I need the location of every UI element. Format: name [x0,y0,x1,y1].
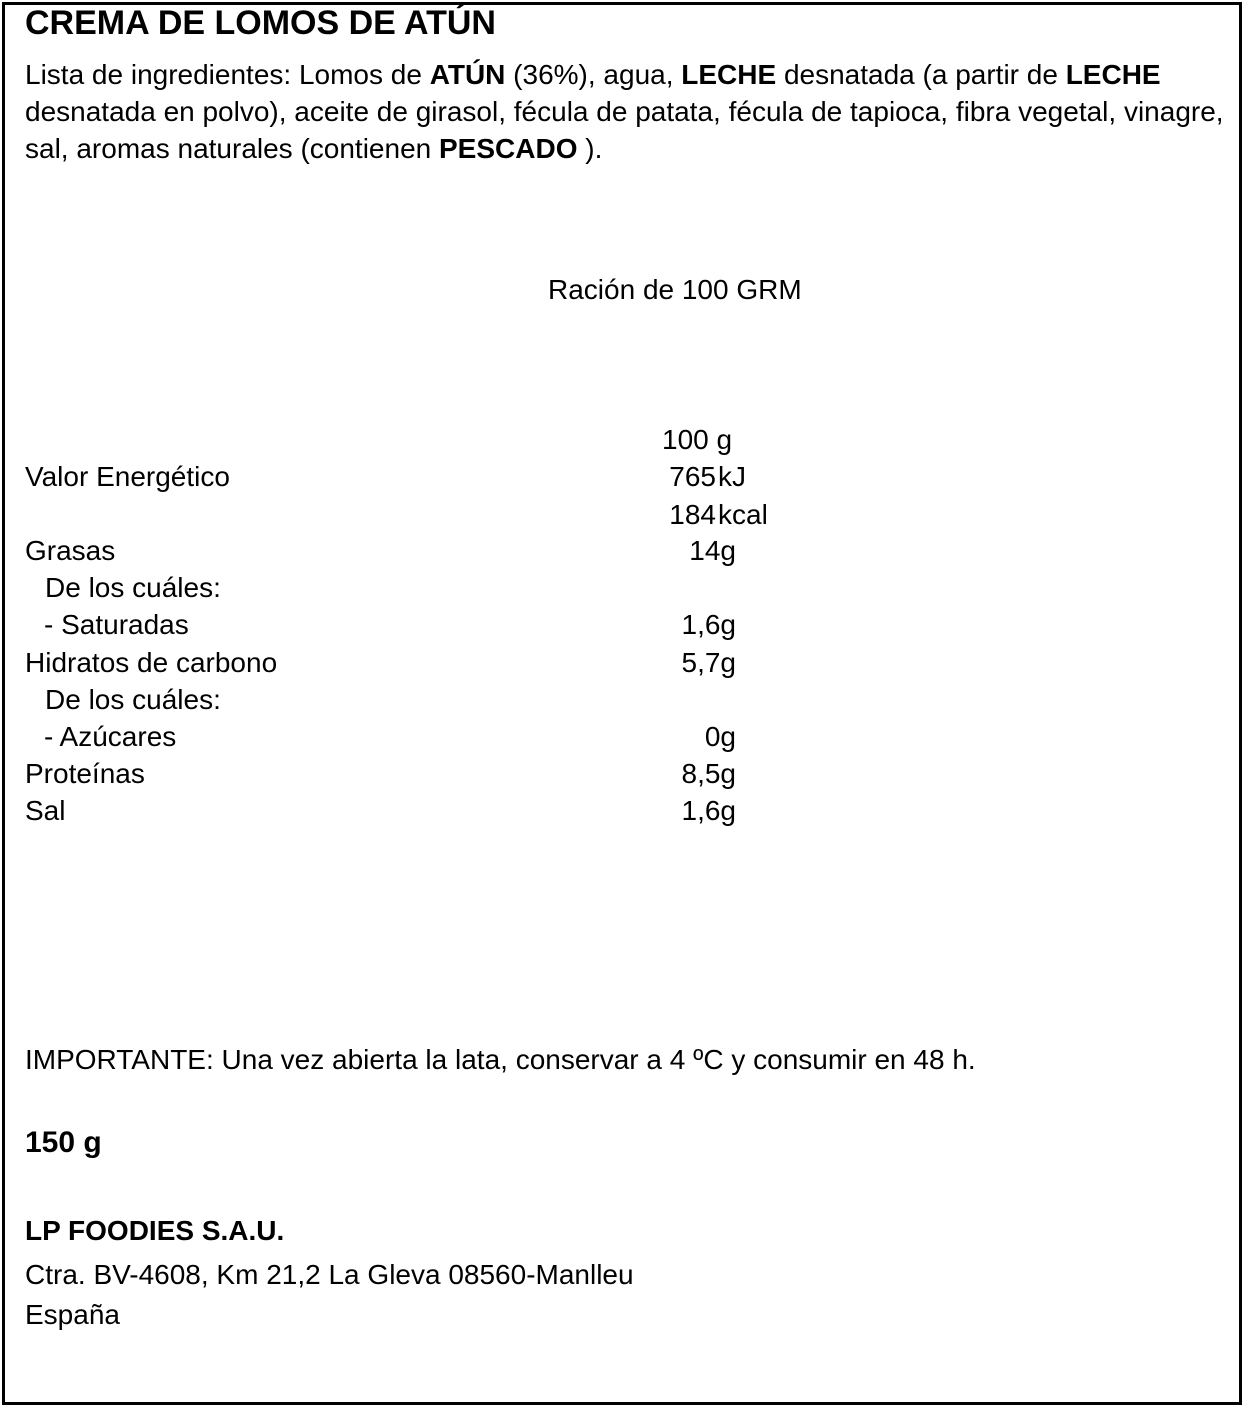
ingredients-list [25,56,1225,167]
nutrient-label-protein: Proteínas [25,758,145,789]
allergen-tuna: ATÚN [429,59,506,90]
nutrient-value-salt: 1,6g [681,795,736,826]
net-weight: 150 g [25,1126,102,1159]
nutrient-label-of-which: De los cuáles: [45,684,221,715]
energy-kj-unit: kJ [718,461,746,492]
nutrient-value-saturated: 1,6g [681,609,736,640]
nutrient-label-saturated: - Saturadas [44,609,189,640]
allergen-milk: LECHE [681,59,777,90]
nutrient-label-salt: Sal [25,795,66,826]
energy-label: Valor Energético [25,461,230,492]
storage-notice: IMPORTANTE: Una vez abierta la lata, conservar a 4 ºC y consumir en 48 h. [25,1044,976,1075]
serving-size: Ración de 100 GRM [548,274,802,305]
manufacturer-address: Ctra. BV-4608, Km 21,2 La Gleva 08560-Manlleu [25,1259,634,1290]
nutrient-value-protein: 8,5g [681,758,736,789]
energy-kcal-value: 184 [669,499,716,530]
ingredients-text: desnatada (a partir de [776,59,1066,90]
nutrition-column-header: 100 g [662,424,733,455]
ingredients-text: ). [577,133,603,164]
nutrient-label-fat: Grasas [25,535,116,566]
product-title: CREMA DE LOMOS DE ATÚN [25,4,496,42]
energy-kj-value: 765 [669,461,716,492]
allergen-milk: LECHE [1065,59,1161,90]
ingredients-text: desnatada en polvo), aceite de girasol, fécula de patata, fécula de tapioca, fibra vegetal, vinagre, sal, aromas naturales (contienen [25,96,1224,164]
nutrient-label-of-which: De los cuáles: [45,572,221,603]
manufacturer-country: España [25,1299,120,1330]
nutrient-value-fat: 14g [689,535,736,566]
ingredients-text: Lista de ingredientes: Lomos de [25,59,430,90]
nutrient-value-sugars: 0g [704,721,736,752]
allergen-fish: PESCADO [439,133,578,164]
ingredients-text: (36%), agua, [505,59,682,90]
nutrient-value-carbohydrates: 5,7g [681,647,736,678]
energy-kcal-unit: kcal [718,499,768,530]
nutrient-label-sugars: - Azúcares [44,721,177,752]
nutrient-label-carbohydrates: Hidratos de carbono [25,647,278,678]
manufacturer-name: LP FOODIES S.A.U. [25,1215,285,1246]
